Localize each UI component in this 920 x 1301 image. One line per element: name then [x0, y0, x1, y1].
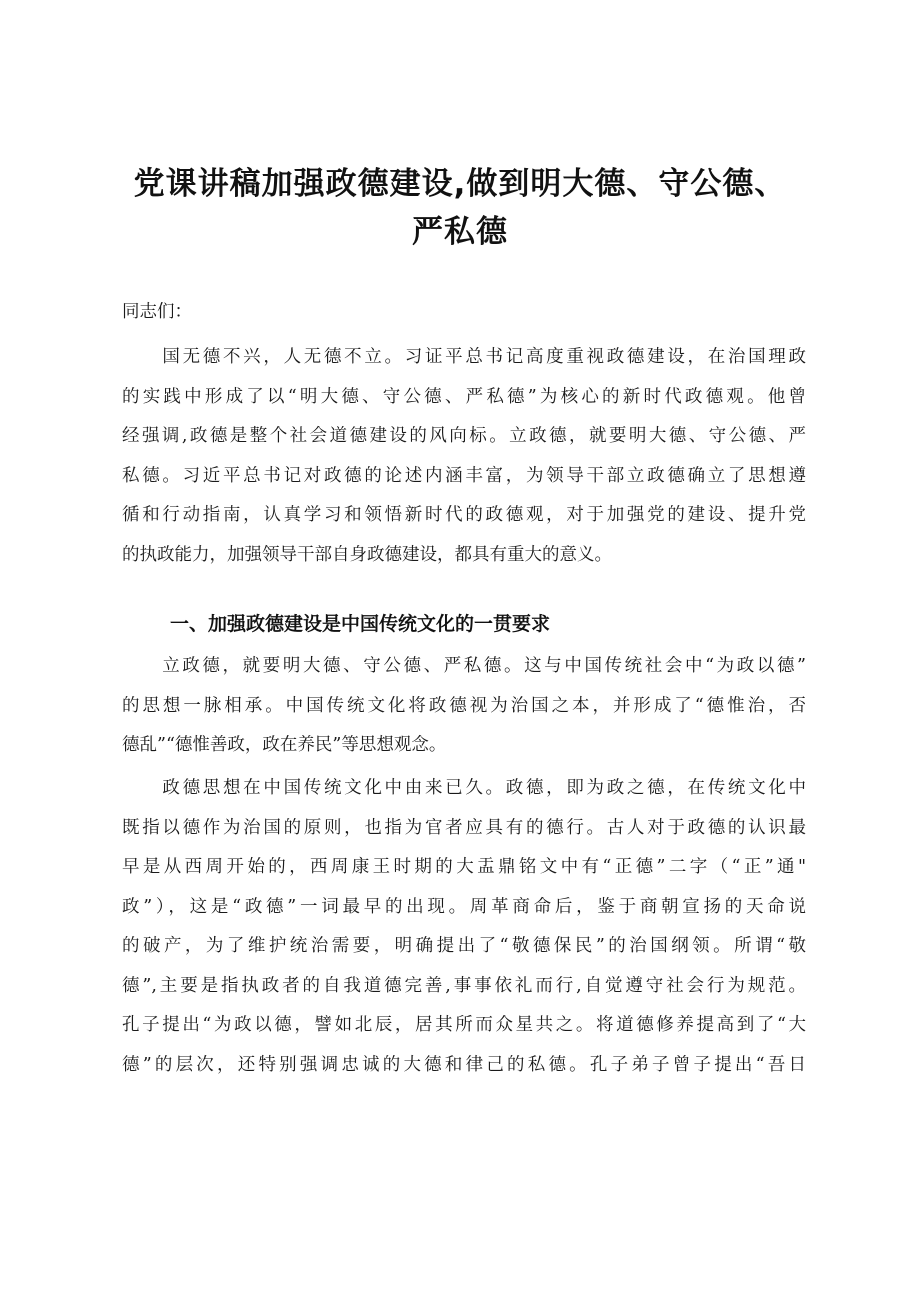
- paragraph-section1-a: [122, 647, 806, 766]
- text-line: 立政德，就要明大德、守公德、严私德。这与中国传统社会中“为政以德”: [122, 656, 806, 676]
- text-line: 政”），这是“政德”一词最早的出现。周革商命后，鉴于商朝宣扬的天命说: [122, 896, 806, 917]
- text-line: 国无德不兴，人无德不立。习证平总书记高度重视政德建设，在治国理政: [122, 347, 806, 367]
- text-line: 循和行动指南，认真学习和领悟新时代的政德观，对于加强党的建设、提升党: [122, 505, 806, 525]
- text-line: 的执政能力，加强领导干部自身政德建设，都具有重大的意义。: [122, 544, 612, 565]
- document-title: [90, 160, 830, 256]
- salutation: 同志们：: [122, 302, 192, 322]
- text-line: 私德。习近平总书记对政德的论述内涵丰富，为领导干部立政德确立了思想遵: [122, 465, 806, 486]
- text-line: 孔子提出“为政以德，譬如北辰，居其所而众星共之。将道德修养提高到了“大: [122, 1015, 806, 1035]
- text-line: 的破产，为了维护统治需要，明确提出了“敬德保民”的治国纲领。所谓“敬: [122, 936, 806, 956]
- text-line: 早是从西周开始的，西周康王时期的大盂鼎铭文中有“正德”二字（“正”通": [122, 857, 806, 877]
- text-line: 德”的层次，还特别强调忠诚的大德和律己的私德。孔子弟子曾子提出“吾日: [122, 1054, 806, 1075]
- text-line: 政德思想在中国传统文化中由来已久。政德，即为政之德，在传统文化中: [122, 778, 806, 798]
- text-line: 德乱”“德惟善政，政在养民”等思想观念。: [122, 735, 447, 755]
- section-heading: 一、加强政德建设是中国传统文化的一贯要求: [170, 613, 551, 635]
- title-line: 严私德: [412, 214, 508, 250]
- text-line: 的实践中形成了以“明大德、守公德、严私德”为核心的新时代政德观。他曾: [122, 386, 806, 407]
- text-line: 既指以德作为治国的原则，也指为官者应具有的德行。古人对于政德的认识最: [122, 817, 806, 838]
- text-line: 经强调,政德是整个社会道德建设的风向标。立政德，就要明大德、守公德、严: [122, 426, 806, 446]
- paragraph-intro: [122, 338, 806, 575]
- title-line: 党课讲稿加强政德建设,做到明大德、守公德、: [133, 166, 787, 202]
- paragraph-section1-b: [122, 769, 806, 1085]
- text-line: 德”,主要是指执政者的自我道德完善,事事依礼而行,自觉遵守社会行为规范。: [122, 975, 806, 996]
- text-line: 的思想一脉相承。中国传统文化将政德视为治国之本，并形成了“德惟治，否: [122, 695, 806, 716]
